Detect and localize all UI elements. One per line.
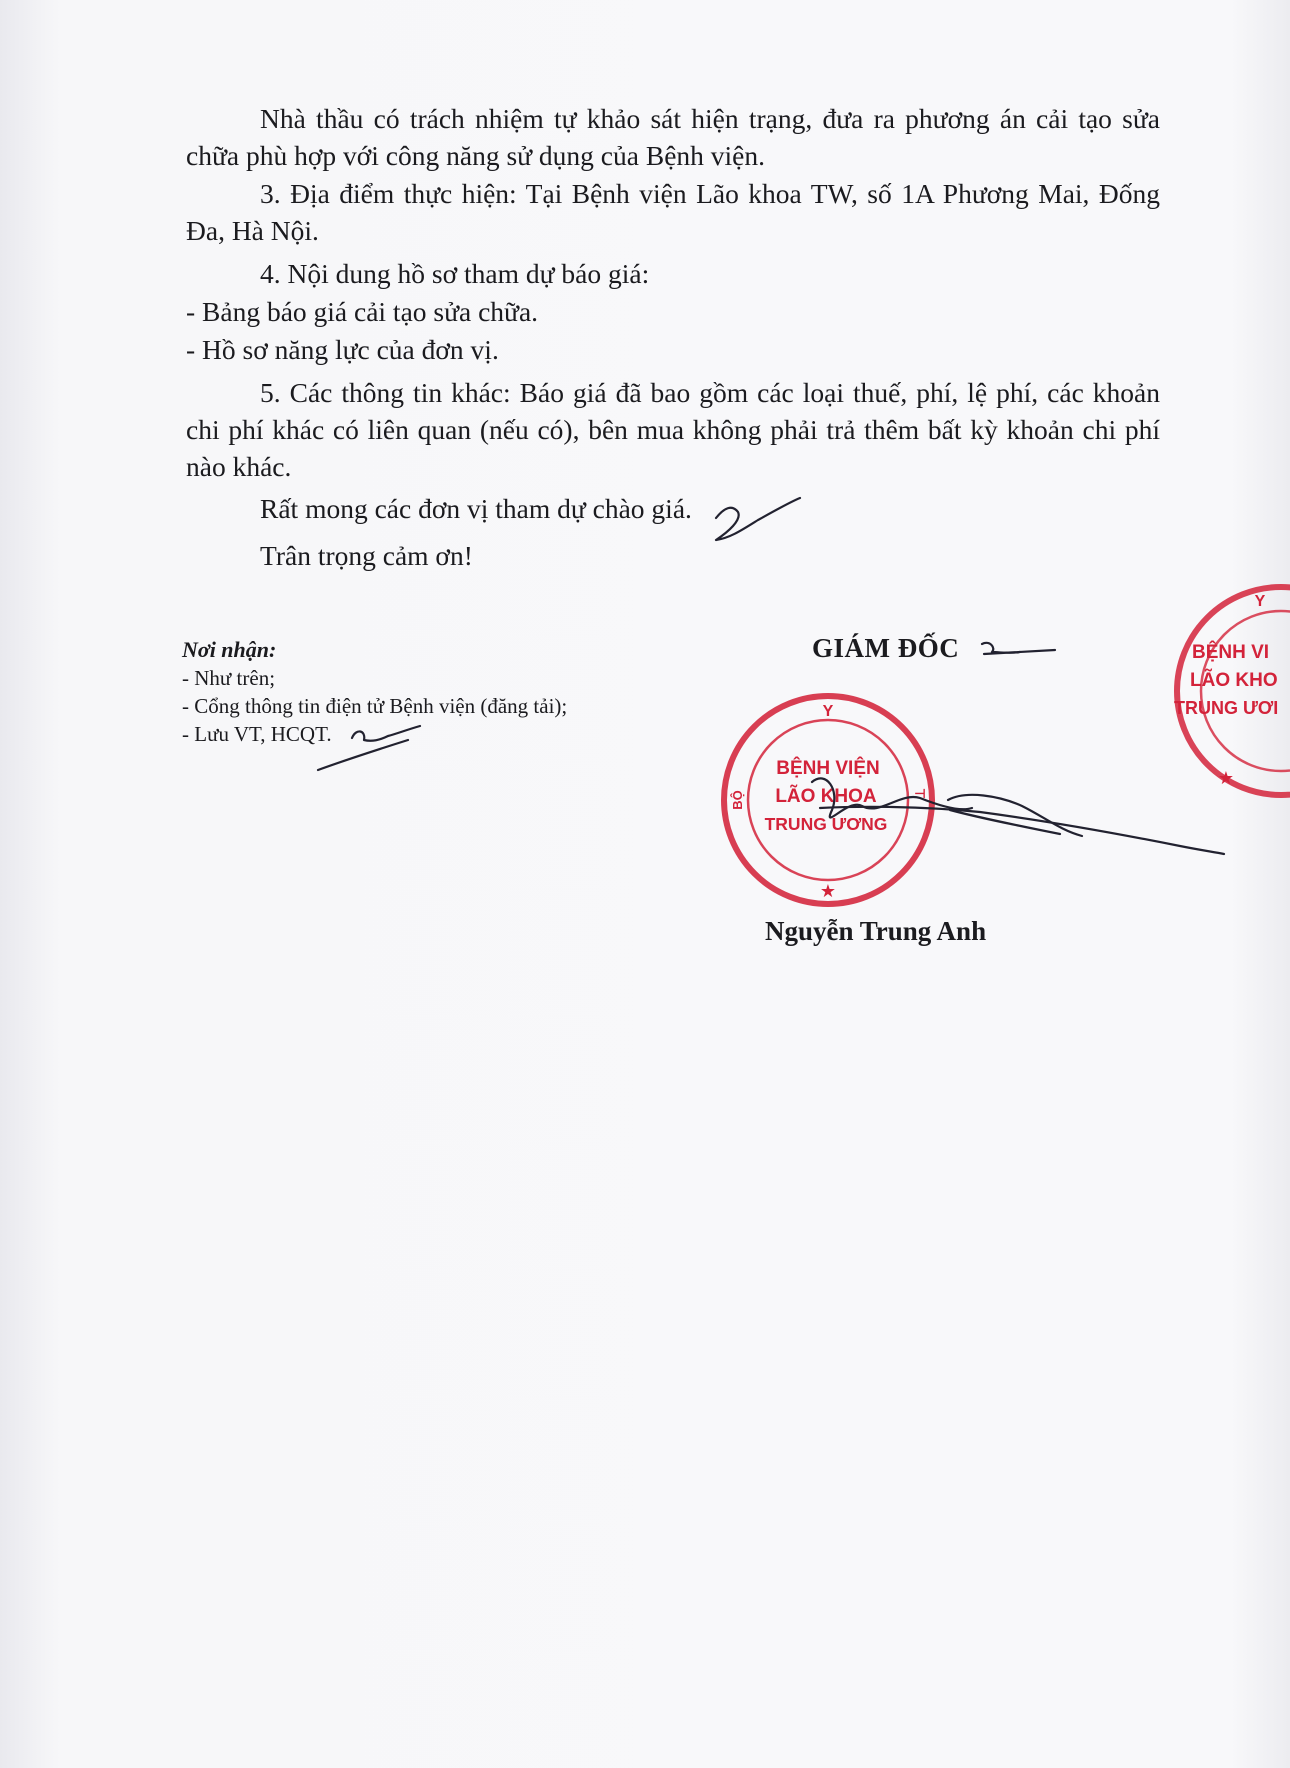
recipients-block (182, 636, 567, 748)
svg-text:⊣: ⊣ (914, 786, 926, 801)
seal-line-1: BỆNH VIỆN (776, 758, 880, 779)
content-item-capability: - Hồ sơ năng lực của đơn vị. (186, 334, 499, 365)
seal-left-letters: BỘ (730, 790, 745, 810)
partial-seal-line-3: TRUNG ƯƠI (1174, 698, 1279, 718)
recipient-item: - Như trên; (182, 666, 276, 690)
seal-line-3: TRUNG ƯƠNG (764, 814, 888, 834)
partial-seal-icon (1168, 578, 1290, 804)
signer-name: Nguyễn Trung Anh (765, 916, 987, 946)
closing-invite: Rất mong các đơn vị tham dự chào giá. (260, 493, 692, 524)
closing-thanks: Trân trọng cảm ơn! (260, 540, 473, 571)
signature-title: GIÁM ĐỐC (812, 633, 960, 663)
hospital-seal-icon (718, 690, 938, 910)
partial-seal-line-2: LÃO KHO (1190, 670, 1278, 691)
paragraph-other-info: 5. Các thông tin khác: Báo giá đã bao gồm các loại thuế, phí, lệ phí, các khoản chi phí khác có liên quan (nếu có), bên mua không phải trả thêm bất kỳ khoản chi phí nào khác. (186, 377, 1160, 482)
seal-star-icon: ★ (819, 881, 837, 901)
partial-seal-star-icon: ★ (1217, 768, 1235, 788)
recipient-item: - Cổng thông tin điện tử Bệnh viện (đăng tải); (182, 694, 568, 718)
seal-top-letter: Y (822, 703, 834, 720)
partial-seal-top-letter: Y (1254, 593, 1266, 610)
paragraph-location: 3. Địa điểm thực hiện: Tại Bệnh viện Lão khoa TW, số 1A Phương Mai, Đống Đa, Hà Nội. (186, 178, 1160, 246)
paragraph-contractor: Nhà thầu có trách nhiệm tự khảo sát hiện trạng, đưa ra phương án cải tạo sửa chữa phù hợp với công năng sử dụng của Bệnh viện. (186, 103, 1160, 171)
recipient-item: - Lưu VT, HCQT. (182, 722, 332, 746)
paragraph-content-heading: 4. Nội dung hồ sơ tham dự báo giá: (260, 258, 650, 289)
content-item-quote: - Bảng báo giá cải tạo sửa chữa. (186, 296, 539, 327)
seal-line-2: LÃO KHOA (775, 786, 877, 807)
recipients-heading: Nơi nhận: (182, 637, 277, 662)
letter-body (186, 100, 1160, 485)
partial-seal-line-1: BỆNH VI (1192, 642, 1270, 663)
